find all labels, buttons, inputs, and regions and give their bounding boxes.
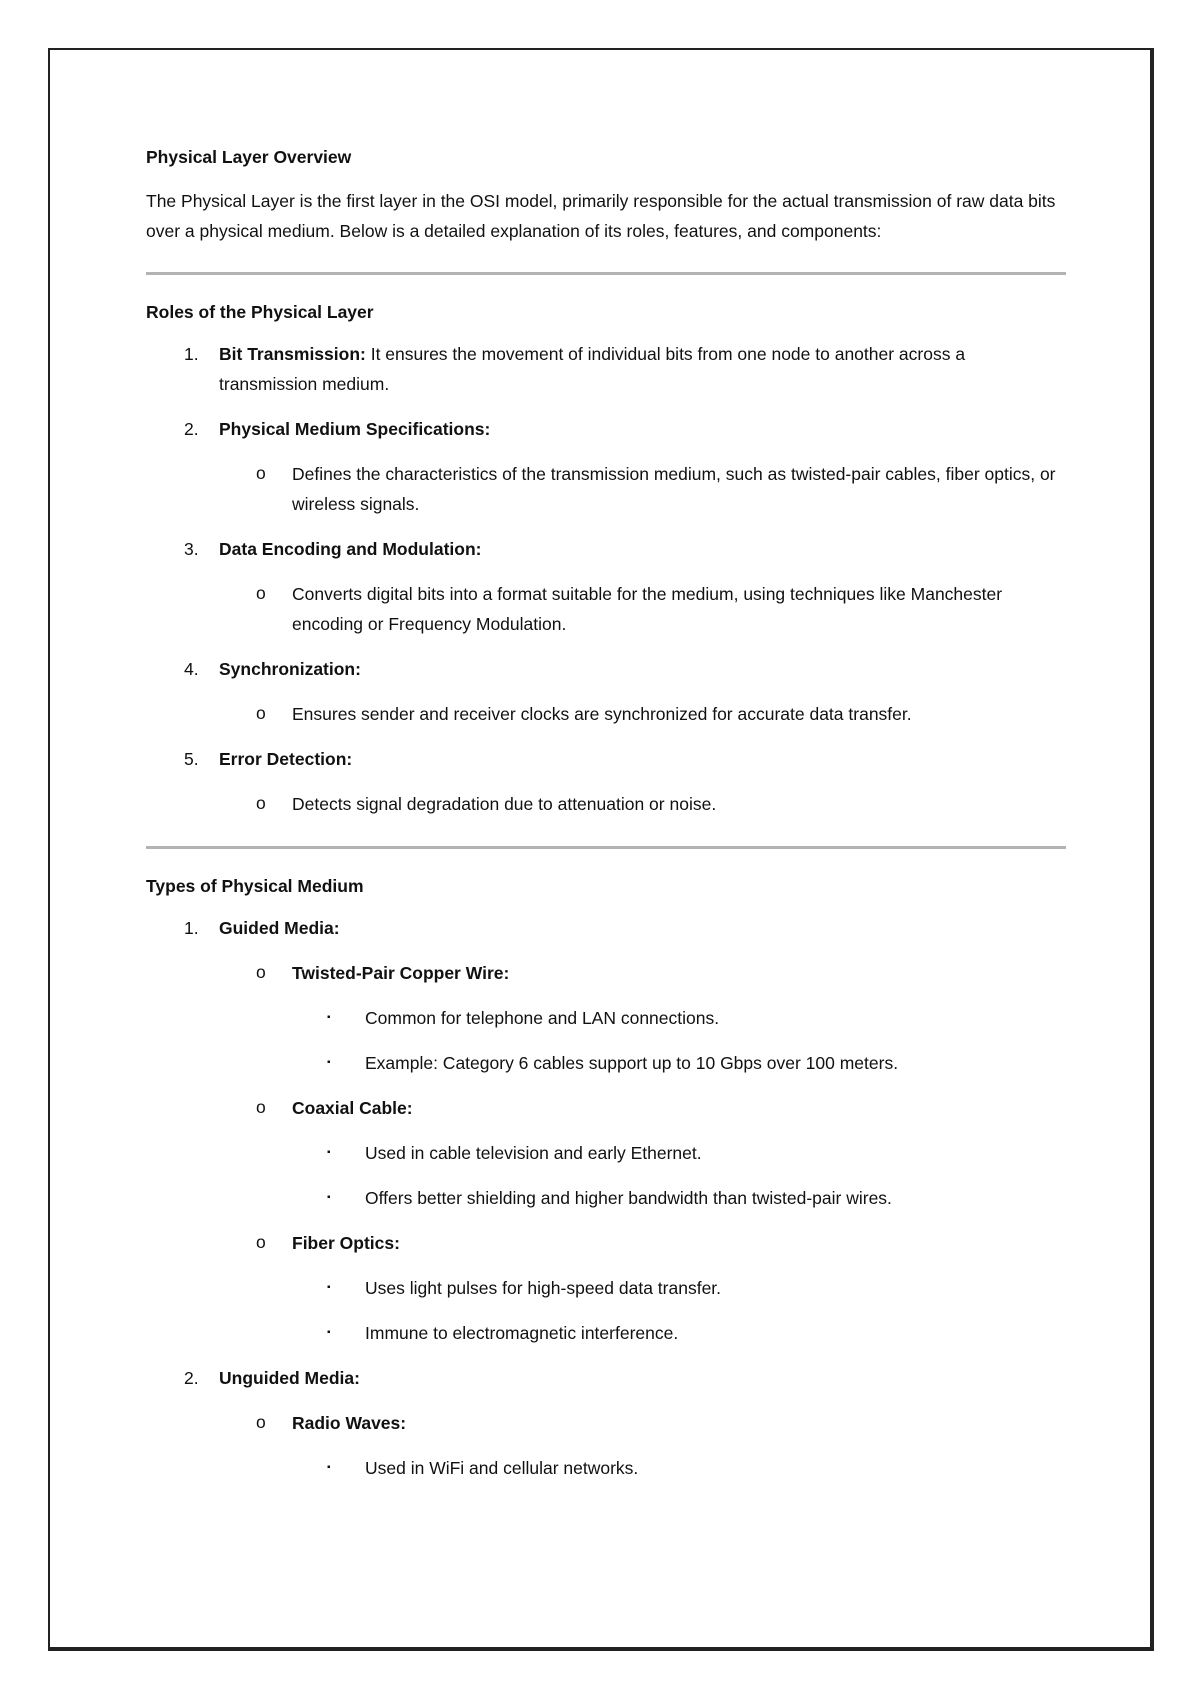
item-label: Synchronization: [219,659,361,679]
list-item [146,534,1066,564]
square-bullet-icon: ▪ [327,1192,331,1203]
sub-item-label: Radio Waves: [292,1413,407,1433]
sub-item-label: Twisted-Pair Copper Wire: [292,963,510,983]
item-label: Error Detection: [219,749,353,769]
roles-list [146,339,1066,819]
item-text: It ensures the movement of individual bits from one node to another across a transmission medium. [219,344,966,394]
point-text: Used in WiFi and cellular networks. [365,1458,639,1478]
sub-item-text: Ensures sender and receiver clocks are synchronized for accurate data transfer. [292,704,912,724]
point-item [146,1453,1066,1483]
square-bullet-icon: ▪ [327,1282,331,1293]
section-divider [146,272,1066,275]
point-text: Common for telephone and LAN connections. [365,1008,720,1028]
sub-item-label: Fiber Optics: [292,1233,400,1253]
sub-item [146,1228,1066,1258]
item-number: 3. [184,539,199,559]
document-body [146,142,1066,1483]
point-text: Example: Category 6 cables support up to 10 Gbps over 100 meters. [365,1053,899,1073]
sub-item-text: Converts digital bits into a format suitable for the medium, using techniques like Manchester encoding or Frequency Modulation. [292,584,1003,634]
point-item [146,1003,1066,1033]
item-label: Data Encoding and Modulation: [219,539,482,559]
sub-item [146,699,1066,729]
square-bullet-icon: ▪ [327,1147,331,1158]
item-number: 2. [184,419,199,439]
list-item [146,414,1066,444]
item-number: 4. [184,659,199,679]
list-item [146,1363,1066,1393]
point-text: Offers better shielding and higher bandwidth than twisted-pair wires. [365,1188,892,1208]
sub-item-text: Defines the characteristics of the transmission medium, such as twisted-pair cables, fiber optics, or wireless signals. [292,464,1056,514]
media-list [146,913,1066,1483]
sub-item [146,579,1066,639]
circle-bullet-icon: o [256,962,266,982]
square-bullet-icon: ▪ [327,1327,331,1338]
sub-item [146,958,1066,988]
item-number: 2. [184,1368,199,1388]
list-item [146,913,1066,943]
circle-bullet-icon: o [256,583,266,603]
square-bullet-icon: ▪ [327,1012,331,1023]
item-label: Physical Medium Specifications: [219,419,491,439]
sub-item [146,459,1066,519]
circle-bullet-icon: o [256,793,266,813]
circle-bullet-icon: o [256,463,266,483]
point-item [146,1138,1066,1168]
list-item [146,339,1066,399]
section-divider [146,846,1066,849]
sub-item-label: Coaxial Cable: [292,1098,413,1118]
point-item [146,1273,1066,1303]
intro-paragraph: The Physical Layer is the first layer in the OSI model, primarily responsible for the actual transmission of raw data bits over a physical medium. Below is a detailed explanation of its roles, features, and components: [146,191,1056,241]
item-label: Unguided Media: [219,1368,360,1388]
item-label: Bit Transmission: [219,344,366,364]
point-text: Uses light pulses for high-speed data transfer. [365,1278,722,1298]
point-item [146,1048,1066,1078]
section-title-overview: Physical Layer Overview [146,147,352,167]
circle-bullet-icon: o [256,703,266,723]
list-item [146,654,1066,684]
section-title-media: Types of Physical Medium [146,876,364,896]
point-text: Used in cable television and early Ethernet. [365,1143,702,1163]
circle-bullet-icon: o [256,1412,266,1432]
sub-item-text: Detects signal degradation due to attenuation or noise. [292,794,717,814]
item-number: 5. [184,749,199,769]
point-item [146,1183,1066,1213]
point-text: Immune to electromagnetic interference. [365,1323,679,1343]
list-item [146,744,1066,774]
point-item [146,1318,1066,1348]
item-number: 1. [184,918,199,938]
sub-item [146,789,1066,819]
section-title-roles: Roles of the Physical Layer [146,302,374,322]
square-bullet-icon: ▪ [327,1462,331,1473]
item-number: 1. [184,344,199,364]
sub-item [146,1408,1066,1438]
square-bullet-icon: ▪ [327,1057,331,1068]
item-label: Guided Media: [219,918,340,938]
circle-bullet-icon: o [256,1097,266,1117]
sub-item [146,1093,1066,1123]
circle-bullet-icon: o [256,1232,266,1252]
